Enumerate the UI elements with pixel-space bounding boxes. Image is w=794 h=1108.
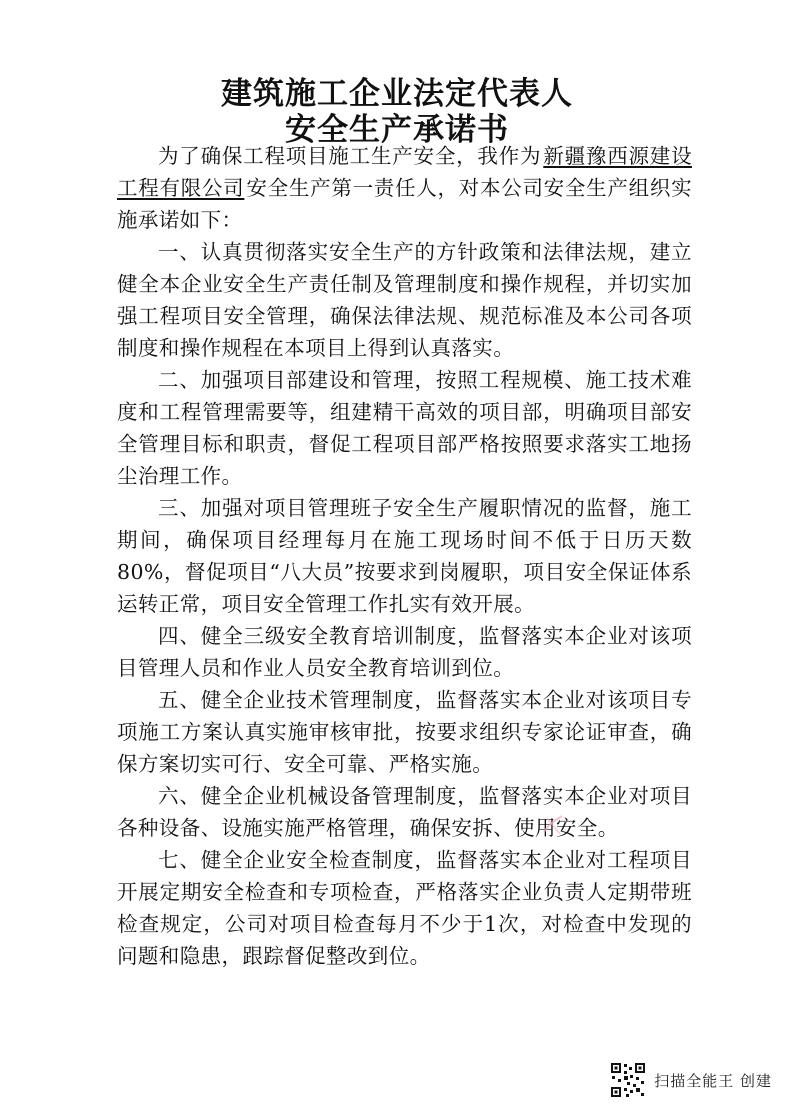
commitment-paragraph-5: 五、健全企业技术管理制度，监督落实本企业对该项目专项施工方案认真实施审核审批，按要求组织专家论证审查，确保方案切实可行、安全可靠、严格实施。 <box>117 688 692 776</box>
qr-code-icon <box>610 1062 646 1098</box>
commitment-paragraph-1: 一、认真贯彻落实安全生产的方针政策和法律法规，建立健全本企业安全生产责任制及管理制度和操作规程，并切实加强工程项目安全管理，确保法律法规、规范标准及本公司各项制度和操作规程在本项目上得到认真落实。 <box>117 240 692 360</box>
commitment-paragraph-3: 三、加强对项目管理班子安全生产履职情况的监督，施工期间，确保项目经理每月在施工现场时间不低于日历天数80%，督促项目“八大员”按要求到岗履职，项目安全保证体系运转正常，项目安全管理工作扎实有效开展。 <box>117 496 692 616</box>
intro-text-before: 为了确保工程项目施工生产安全，我作为 <box>158 144 542 168</box>
document-title-line-1: 建筑施工企业法定代表人 <box>221 76 573 112</box>
company-name: 新疆豫西源建设工程有限公司 <box>117 144 692 200</box>
document-title-line-2: 安全生产承诺书 <box>285 112 509 148</box>
pen-mark-icon <box>540 812 566 838</box>
intro-text-after: 安全生产第一责任人，对本公司安全生产组织实施承诺如下： <box>117 176 692 232</box>
intro-paragraph <box>117 140 692 236</box>
commitment-paragraph-4: 四、健全三级安全教育培训制度，监督落实本企业对该项目管理人员和作业人员安全教育培训到位。 <box>117 624 692 680</box>
commitment-paragraph-7: 七、健全企业安全检查制度，监督落实本企业对工程项目开展定期安全检查和专项检查，严格落实企业负责人定期带班检查规定，公司对项目检查每月不少于1次，对检查中发现的问题和隐患，跟踪督促整改到位。 <box>117 848 692 968</box>
document-body <box>117 140 692 972</box>
commitment-paragraph-6: 六、健全企业机械设备管理制度，监督落实本企业对项目各种设备、设施实施严格管理，确保安拆、使用安全。 <box>117 784 692 840</box>
scanner-watermark-text: 扫描全能王 创建 <box>654 1071 772 1090</box>
commitment-paragraph-2: 二、加强项目部建设和管理，按照工程规模、施工技术难度和工程管理需要等，组建精干高效的项目部，明确项目部安全管理目标和职责，督促工程项目部严格按照要求落实工地扬尘治理工作。 <box>117 368 692 488</box>
scanner-watermark <box>610 1062 772 1098</box>
